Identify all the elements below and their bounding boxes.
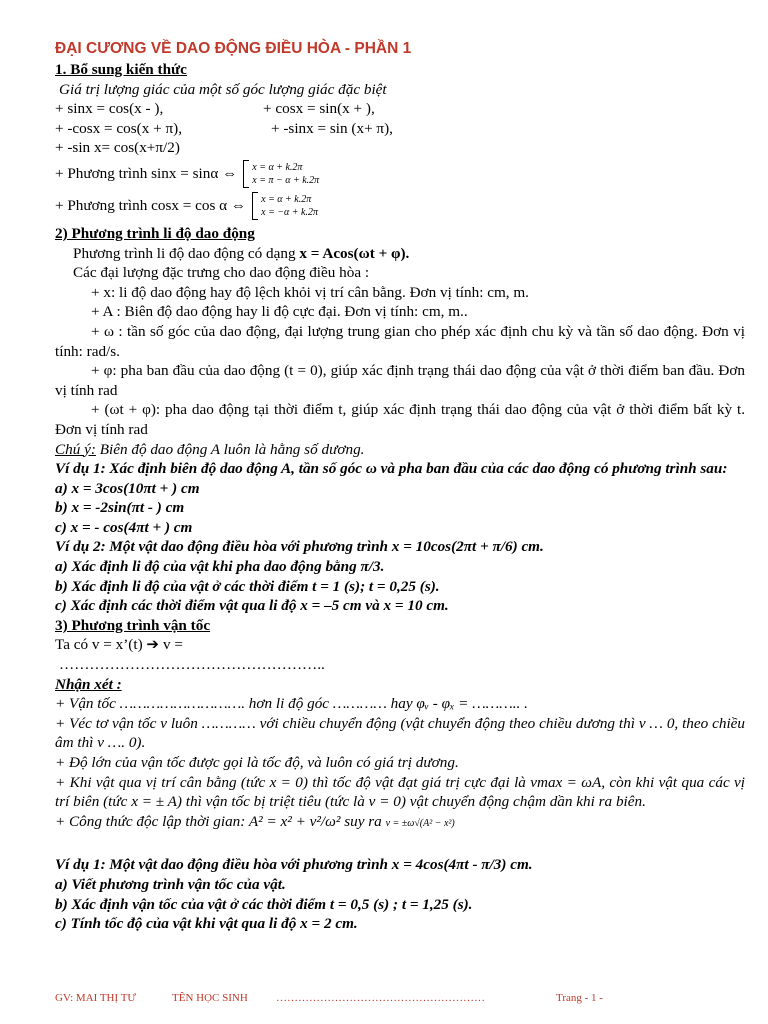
velocity-blank: …………………………………………….. [59,656,325,674]
example-2-c: c) Xác định các thời điểm vật qua li độ x = –5 cm và x = 10 cm. [55,597,449,615]
identity-row-1 [55,99,745,119]
document-page [55,38,745,934]
remark-2: + Véc tơ vận tốc v luôn ………… với chiều chuyển động (vật chuyển động theo chiều dương thì v … 0, theo chiều âm thì v …. 0). [55,714,745,752]
section-1-heading: 1. Bổ sung kiến thức [55,61,187,78]
remark-1: + Vận tốc ………………………. hơn li độ góc ………… hay φᵥ - φₓ = ……….. . [55,695,528,713]
section-1-intro: Giá trị lượng giác của một số góc lượng giác đặc biệt [59,80,387,98]
example-1-prompt: Ví dụ 1: Xác định biên độ dao động A, tần số góc ω và pha ban đầu của các dao động có phương trình sau: [55,460,728,478]
sin-solution-1: x = α + k.2π [252,161,303,173]
def-omega: + ω : tần số góc của dao động, đại lượng trung gian cho phép xác định chu kỳ và tần số dao động. Đơn vị tính: rad/s. [55,322,745,360]
footer-teacher: GV: MAI THỊ TƯ [55,992,136,1004]
identity-neg-cos: + -cosx = cos(x + π), [55,119,182,137]
velocity-example-prompt: Ví dụ 1: Một vật dao động điều hòa với phương trình x = 4cos(4πt - π/3) cm. [55,856,533,874]
def-amplitude: + A : Biên độ dao động hay li độ cực đại. Đơn vị tính: cm, m.. [91,303,468,321]
equation-form [55,244,745,264]
footer-student-blank: ………………………………………………… [276,992,485,1004]
page-title: ĐẠI CƯƠNG VỀ DAO ĐỘNG ĐIỀU HÒA - PHẦN 1 [55,40,412,57]
section-2-heading: 2) Phương trình li độ dao động [55,224,255,242]
example-2-a: a) Xác định li độ của vật khi pha dao động bằng π/3. [55,558,385,576]
quantities-intro: Các đại lượng đặc trưng cho dao động điều hòa : [73,264,370,282]
cos-equation-label: + Phương trình cosx = cos α ⇔ [55,197,247,215]
velocity-derivation: Ta có v = x’(t) ➔ v = [55,636,183,654]
velocity-example-c: c) Tính tốc độ của vật khi vật qua li độ x = 2 cm. [55,915,358,933]
note [55,440,745,460]
velocity-example-a: a) Viết phương trình vận tốc của vật. [55,875,286,893]
brace-icon [252,192,258,220]
example-2-prompt: Ví dụ 2: Một vật dao động điều hòa với phương trình x = 10cos(2πt + π/6) cm. [55,538,544,556]
footer-page-number: Trang - 1 - [556,992,603,1004]
sin-solution-2: x = π − α + k.2π [252,174,320,186]
remark-5-formula: v = ±ω√(A² − x²) [385,817,455,829]
example-1-a: a) x = 3cos(10πt + ) cm [55,479,200,497]
remarks-heading: Nhận xét : [55,675,122,693]
equation-form-formula: x = Acos(ωt + φ). [299,244,410,262]
identity-cos: + cosx = sin(x + ), [263,100,375,118]
identity-sin: + sinx = cos(x - ), [55,100,164,118]
brace-icon [243,160,249,188]
identity-neg-sin: + -sinx = sin (x+ π), [271,119,393,137]
cos-solution-1: x = α + k.2π [261,193,312,205]
identity-row-2 [55,119,745,139]
cos-equation [55,190,745,222]
example-1-c: c) x = - cos(4πt + ) cm [55,518,193,536]
remark-3: + Độ lớn của vận tốc được gọi là tốc độ, và luôn có giá trị dương. [55,754,459,771]
def-phi: + φ: pha ban đầu của dao động (t = 0), giúp xác định trạng thái dao động của vật ở thời điểm ban đầu. Đơn vị tính rad [55,362,745,399]
def-phase: + (ωt + φ): pha dao động tại thời điểm t, giúp xác định trạng thái dao động của vật ở thời điểm bất kỳ t. Đơn vị tính rad [55,401,745,438]
equation-form-text: Phương trình li độ dao động có dạng [73,244,300,262]
sin-equation [55,158,745,190]
remark-4: + Khi vật qua vị trí cân bằng (tức x = 0) thì tốc độ vật đạt giá trị cực đại là vmax = ωA, còn khi vật qua các vị trí biên (tức x = ± A) thì vận tốc bị triệt tiêu (tức là v = 0) vật chuyển động chậm dần khi ra biên. [55,773,745,811]
sin-equation-label: + Phương trình sinx = sinα ⇔ [55,165,238,183]
cos-equation-system [261,193,318,219]
remark-5-text: + Công thức độc lập thời gian: A² = x² + v²/ω² suy ra [55,812,386,830]
example-2-b: b) Xác định li độ của vật ở các thời điểm t = 1 (s); t = 0,25 (s). [55,577,440,595]
cos-solution-2: x = −α + k.2π [261,206,319,218]
velocity-example-b: b) Xác định vận tốc của vật ở các thời điểm t = 0,5 (s) ; t = 1,25 (s). [55,895,473,913]
remark-5 [55,812,745,834]
identity-row-3: + -sin x= cos(x+π/2) [55,139,180,157]
note-label: Chú ý: [55,440,96,458]
example-1-b: b) x = -2sin(πt - ) cm [55,499,185,517]
footer-student-label: TÊN HỌC SINH [172,992,248,1004]
note-text: Biên độ dao động A luôn là hằng số dương. [95,440,365,458]
section-3-heading: 3) Phương trình vận tốc [55,616,211,634]
sin-equation-system [252,161,319,187]
def-x: + x: li độ dao động hay độ lệch khỏi vị trí cân bằng. Đơn vị tính: cm, m. [91,283,529,301]
